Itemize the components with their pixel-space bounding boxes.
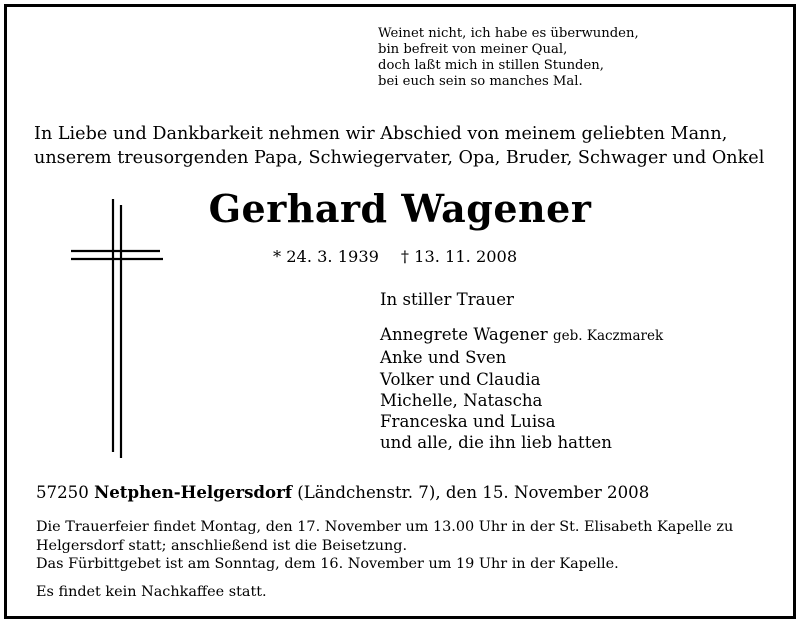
poem-line: bei euch sein so manches Mal.	[378, 74, 583, 89]
poem-line: Weinet nicht, ich habe es überwunden,	[378, 26, 639, 41]
mourners-list	[380, 324, 663, 454]
list-item: Anke und Sven	[380, 348, 507, 368]
intro-line-1: In Liebe und Dankbarkeit nehmen wir Abschied von meinem geliebten Mann,	[34, 124, 728, 144]
deceased-name: Gerhard Wagener	[208, 186, 592, 231]
list-item: Michelle, Natascha	[380, 390, 543, 410]
death-date: † 13. 11. 2008	[400, 247, 518, 266]
list-item	[380, 324, 663, 347]
details-line: Die Trauerfeier findet Montag, den 17. November um 13.00 Uhr in der St. Elisabeth Kapelle zu	[36, 519, 734, 535]
mourning-heading: In stiller Trauer	[380, 290, 514, 309]
list-item: Franceska und Luisa	[380, 412, 556, 432]
final-note: Es findet kein Nachkaffee statt.	[36, 584, 267, 600]
town-name: Netphen-Helgersdorf	[94, 482, 292, 502]
list-item: Volker und Claudia	[380, 369, 541, 389]
address-line	[36, 482, 649, 502]
details-line: Helgersdorf statt; anschließend ist die Beisetzung.	[36, 537, 408, 554]
details-line: Das Fürbittgebet ist am Sonntag, dem 16. November um 19 Uhr in der Kapelle.	[36, 556, 619, 573]
mourner-maiden-name: geb. Kaczmarek	[553, 328, 664, 344]
poem-line: doch laßt mich in stillen Stunden,	[378, 58, 604, 73]
zip-code: 57250	[36, 483, 89, 502]
address-date: (Ländchenstr. 7), den 15. November 2008	[297, 483, 650, 502]
mourner-name: Annegrete Wagener	[380, 325, 548, 344]
list-item: und alle, die ihn lieb hatten	[380, 433, 612, 453]
birth-date: * 24. 3. 1939	[273, 247, 379, 266]
poem-line: bin befreit von meiner Qual,	[378, 42, 568, 57]
service-details	[36, 518, 733, 574]
intro-line-2: unserem treusorgenden Papa, Schwiegervater, Opa, Bruder, Schwager und Onkel	[34, 148, 765, 168]
